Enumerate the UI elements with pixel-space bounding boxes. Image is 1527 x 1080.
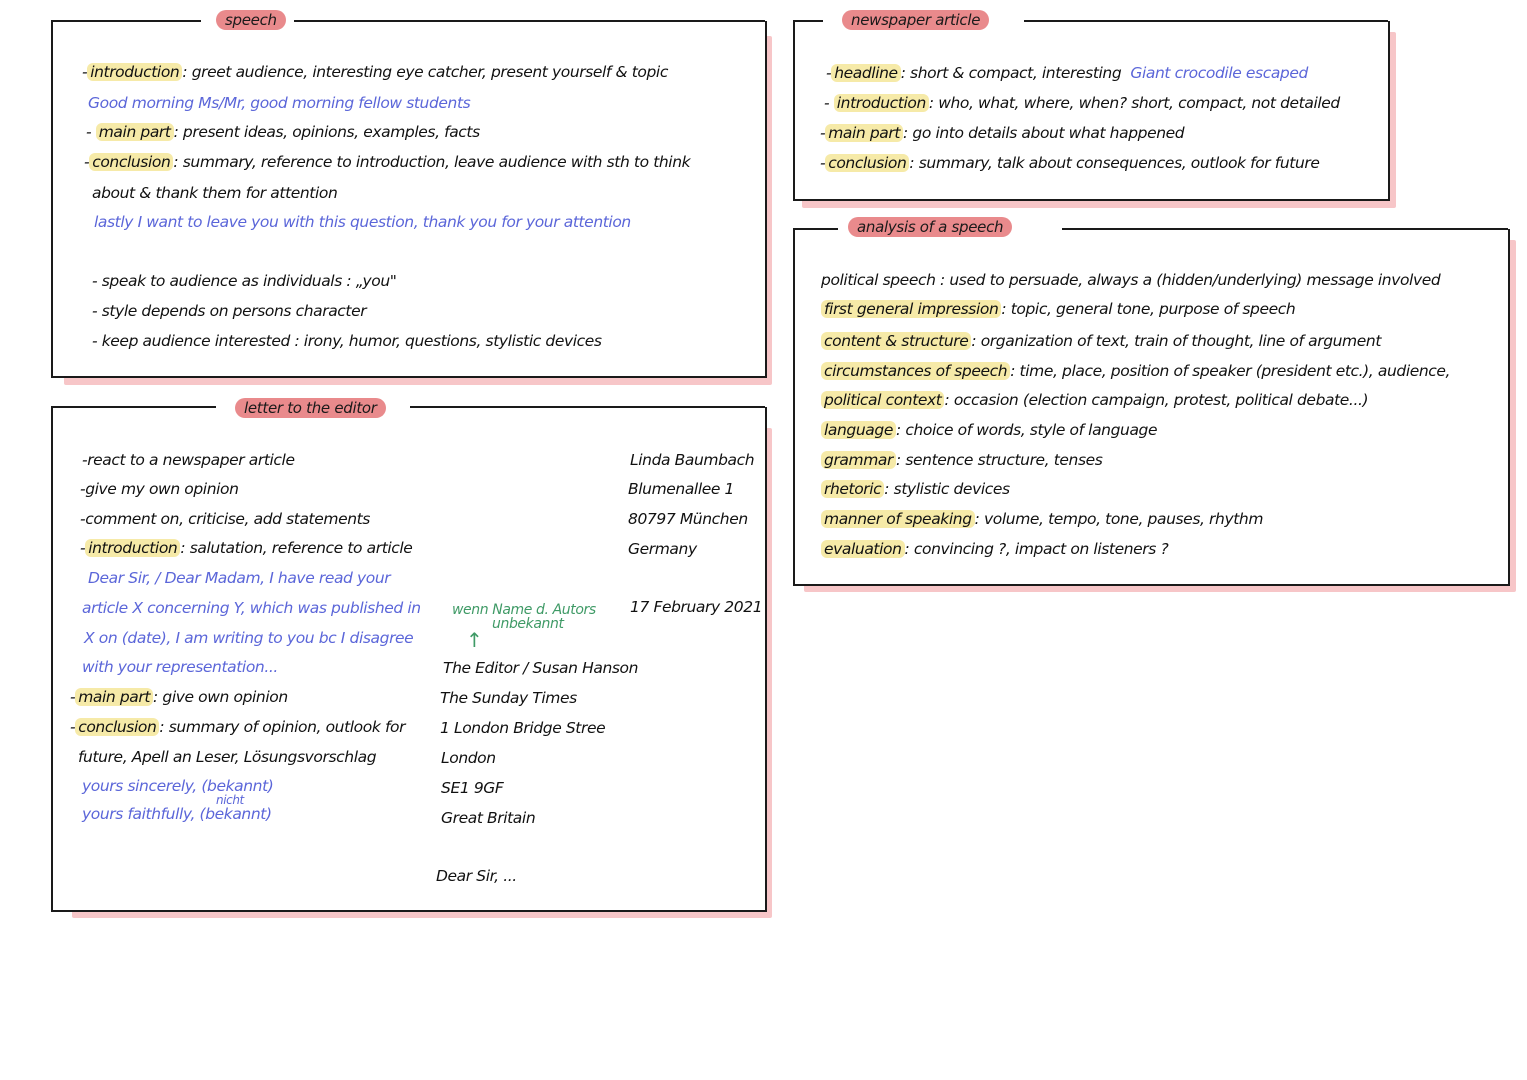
letter-conclusion: - conclusion : summary of opinion, outlook for xyxy=(70,718,406,736)
analysis-item: grammar : sentence structure, tenses xyxy=(821,450,1102,470)
letter-intro-example: article X concerning Y, which was published in xyxy=(82,599,421,617)
key-term: first general impression xyxy=(821,300,1001,318)
letter-closing-note: nicht xyxy=(216,793,244,807)
letter-date: 17 February 2021 xyxy=(630,598,763,616)
key-term: conclusion xyxy=(89,153,173,171)
letter-main-part: - main part : give own opinion xyxy=(70,688,288,706)
key-term: main part xyxy=(75,688,153,706)
key-term: main part xyxy=(96,123,174,141)
speech-conclusion: - conclusion : summary, reference to introduction, leave audience with sth to think xyxy=(84,153,691,171)
border-top-right xyxy=(294,20,765,22)
recipient-line: The Sunday Times xyxy=(440,689,577,707)
analysis-item: content & structure : organization of text, train of thought, line of argument xyxy=(821,331,1381,351)
key-term: circumstances of speech xyxy=(821,362,1010,380)
letter-introduction: - introduction : salutation, reference to article xyxy=(80,539,413,557)
speech-main-part: - main part : present ideas, opinions, examples, facts xyxy=(86,123,480,141)
arrow-up-icon: ↑ xyxy=(466,628,483,652)
border-top-left xyxy=(793,20,823,22)
newspaper-introduction: - introduction : who, what, where, when? short, compact, not detailed xyxy=(824,94,1340,112)
key-term: conclusion xyxy=(75,718,159,736)
letter-closing-sincerely: yours sincerely, (bekannt) xyxy=(82,777,274,795)
newspaper-main-part: - main part : go into details about what happened xyxy=(820,124,1185,142)
analysis-item: circumstances of speech : time, place, position of speaker (president etc.), audience, xyxy=(821,361,1450,381)
annotation: wenn Name d. Autors xyxy=(452,602,596,618)
newspaper-headline: - headline : short & compact, interesting Giant crocodile escaped xyxy=(826,64,1308,82)
letter-salutation: Dear Sir, ... xyxy=(436,867,517,885)
speech-introduction: - introduction : greet audience, interesting eye catcher, present yourself & topic xyxy=(82,63,668,81)
letter-closing-faithfully: yours faithfully, (bekannt) xyxy=(82,805,272,823)
recipient-line: The Editor / Susan Hanson xyxy=(443,659,639,677)
newspaper-conclusion: - conclusion : summary, talk about consequences, outlook for future xyxy=(820,154,1320,172)
speech-conclusion-example: lastly I want to leave you with this question, thank you for your attention xyxy=(94,213,631,231)
analysis-item: manner of speaking : volume, tempo, tone, pauses, rhythm xyxy=(821,509,1263,529)
analysis-intro: political speech : used to persuade, always a (hidden/underlying) message involved xyxy=(821,271,1441,289)
border-top-right xyxy=(410,406,765,408)
card-title: letter to the editor xyxy=(235,398,386,418)
border-top-left xyxy=(51,406,216,408)
sender-line: Germany xyxy=(628,540,697,558)
key-term: rhetoric xyxy=(821,480,884,498)
recipient-line: 1 London Bridge Stree xyxy=(440,719,606,737)
speech-bullet: - speak to audience as individuals : „you" xyxy=(92,272,397,290)
letter-point: -react to a newspaper article xyxy=(82,451,295,469)
sender-line: 80797 München xyxy=(628,510,748,528)
recipient-line: SE1 9GF xyxy=(441,779,504,797)
border-top-left xyxy=(793,228,838,230)
letter-point: -comment on, criticise, add statements xyxy=(80,510,370,528)
analysis-item: political context : occasion (election campaign, protest, political debate...) xyxy=(821,390,1368,410)
recipient-line: Great Britain xyxy=(441,809,536,827)
card-title: newspaper article xyxy=(842,10,989,30)
key-term: grammar xyxy=(821,451,896,469)
headline-example: Giant crocodile escaped xyxy=(1130,64,1308,82)
letter-intro-example: Dear Sir, / Dear Madam, I have read your xyxy=(88,569,391,587)
key-term: language xyxy=(821,421,896,439)
key-term: political context xyxy=(821,391,944,409)
annotation: unbekannt xyxy=(492,616,564,632)
key-term: introduction xyxy=(85,539,180,557)
letter-intro-example: with your representation... xyxy=(82,658,278,676)
border-top-right xyxy=(1062,228,1508,230)
key-term: main part xyxy=(825,124,903,142)
analysis-item: first general impression : topic, general tone, purpose of speech xyxy=(821,299,1295,319)
sender-line: Blumenallee 1 xyxy=(628,480,734,498)
sender-line: Linda Baumbach xyxy=(630,451,755,469)
card-title: speech xyxy=(216,10,286,30)
border-top-left xyxy=(51,20,201,22)
analysis-item: rhetoric : stylistic devices xyxy=(821,479,1010,499)
letter-conclusion-cont: future, Apell an Leser, Lösungsvorschlag xyxy=(78,748,377,766)
speech-bullet: - keep audience interested : irony, humor, questions, stylistic devices xyxy=(92,332,602,350)
letter-point: -give my own opinion xyxy=(80,480,239,498)
key-term: evaluation xyxy=(821,540,905,558)
letter-intro-example: X on (date), I am writing to you bc I disagree xyxy=(84,629,414,647)
card-title: analysis of a speech xyxy=(848,217,1012,237)
key-term: introduction xyxy=(87,63,182,81)
key-term: introduction xyxy=(834,94,929,112)
key-term: headline xyxy=(831,64,900,82)
key-term: conclusion xyxy=(825,154,909,172)
speech-conclusion-cont: about & thank them for attention xyxy=(92,184,338,202)
key-term: content & structure xyxy=(821,332,971,350)
border-top-right xyxy=(1024,20,1388,22)
speech-bullet: - style depends on persons character xyxy=(92,302,367,320)
speech-introduction-example: Good morning Ms/Mr, good morning fellow students xyxy=(88,94,471,112)
analysis-item: evaluation : convincing ?, impact on listeners ? xyxy=(821,539,1168,559)
key-term: manner of speaking xyxy=(821,510,975,528)
analysis-item: language : choice of words, style of language xyxy=(821,420,1157,440)
recipient-line: London xyxy=(441,749,496,767)
